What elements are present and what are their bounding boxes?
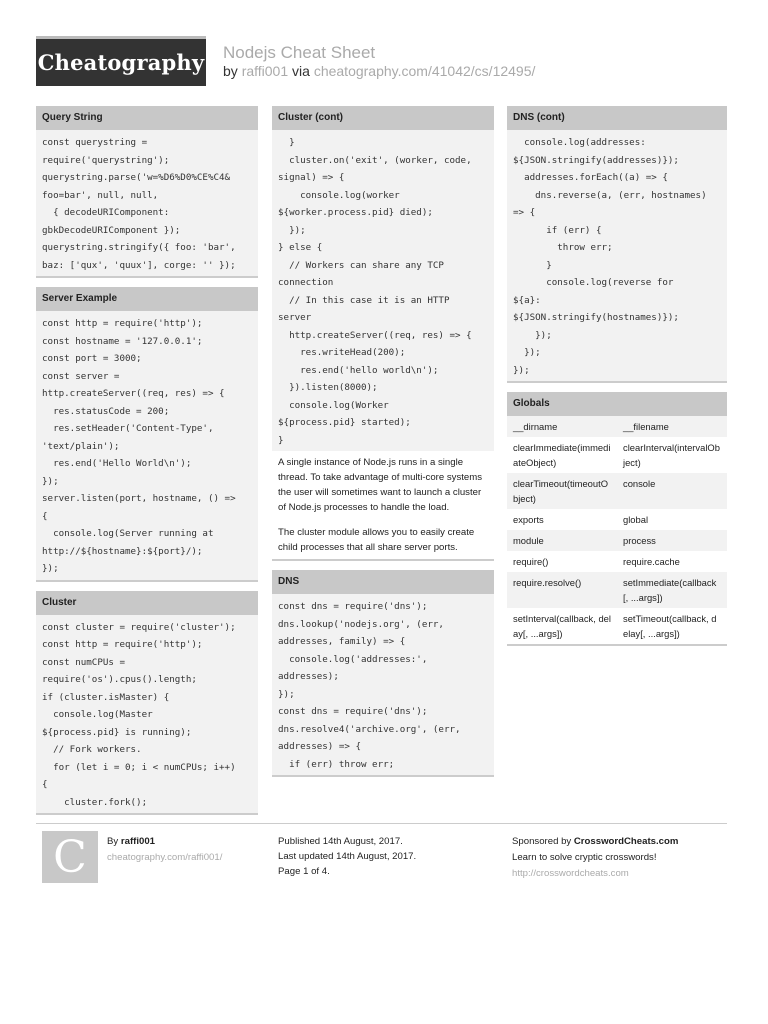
code-line: const hostname = '127.0.0.1'; [42, 335, 203, 347]
code-line: addresses) => { [278, 741, 361, 752]
sponsored-by-label: Sponsored by [512, 836, 572, 847]
table-cell: require.resolve() [507, 572, 617, 608]
cluster-description [272, 451, 494, 559]
code-block [36, 311, 258, 580]
code-line: }).listen(8000); [278, 382, 378, 393]
table-row [507, 530, 727, 551]
code-line: // In this case it is an HTTP [278, 294, 450, 306]
code-block [36, 130, 258, 276]
footer-author-url[interactable]: cheatography.com/raffi001/ [107, 852, 223, 863]
code-line: => { [513, 207, 536, 218]
table-cell: exports [507, 509, 617, 530]
code-line: require('os').cpus().length; [42, 674, 197, 685]
table-cell: __dirname [507, 416, 617, 437]
footer-author-link[interactable]: raffi001 [120, 836, 156, 847]
logo-text: Cheatography [37, 50, 205, 75]
code-line: addresses, family) => { [278, 636, 406, 647]
section-title: Cluster (cont) [272, 106, 494, 130]
table-cell: clearTimeout(timeoutObject) [507, 473, 617, 509]
footer-by: By [107, 836, 119, 847]
code-line: console.log('addresses:', [278, 653, 428, 665]
code-line: }); [42, 563, 59, 574]
code-line: console.log(Server running at [42, 528, 214, 539]
code-line: cluster.fork(); [42, 796, 148, 808]
code-line: querystring.stringify({ foo: 'bar', [42, 242, 236, 253]
code-line: ${JSON.stringify(hostnames)}); [513, 312, 679, 323]
code-line: // Workers can share any TCP [278, 259, 444, 271]
table-row [507, 437, 727, 473]
table-cell: clearInterval(intervalObject) [617, 437, 727, 473]
code-line: baz: ['qux', 'quux'], corge: '' }); [42, 259, 236, 271]
code-line: querystring.parse('w=%D6%D0%CE%C4& [42, 172, 231, 183]
table-row [507, 572, 727, 608]
code-line: throw err; [513, 242, 613, 253]
code-line: ${JSON.stringify(addresses)}); [513, 154, 679, 166]
code-line: ${a}: [513, 294, 541, 306]
code-line: require('querystring'); [42, 154, 170, 166]
code-line: console.log(addresses: [513, 137, 646, 148]
table-cell: module [507, 530, 617, 551]
code-line: addresses.forEach((a) => { [513, 172, 668, 183]
section-query-string [36, 106, 258, 278]
section-title: Cluster [36, 591, 258, 615]
paragraph: A single instance of Node.js runs in a single thread. To take advantage of multi-core systems the user will sometimes want to launch a cluster of Node.js processes to handle the load. [278, 457, 483, 513]
byline-by: by [223, 63, 238, 79]
code-block [36, 615, 258, 814]
globals-table [507, 416, 727, 644]
code-line: } [278, 137, 295, 148]
table-cell: setInterval(callback, delay[, ...args]) [507, 608, 617, 644]
code-line: console.log(Master [42, 709, 153, 720]
sheet-url-link[interactable]: cheatography.com/41042/cs/12495/ [313, 63, 536, 79]
page-number: Page 1 of 4. [278, 866, 330, 877]
code-block [507, 130, 727, 381]
author-link[interactable]: raffi001 [241, 63, 289, 79]
code-line: }); [278, 224, 306, 236]
code-block [272, 130, 494, 451]
code-line: res.end('Hello World\n'); [42, 458, 192, 469]
code-line: addresses); [278, 671, 339, 682]
code-line: const dns = require('dns'); [278, 706, 428, 717]
code-line: dns.reverse(a, (err, hostnames) [513, 189, 707, 201]
code-line: server [278, 312, 312, 323]
code-line: console.log(reverse for [513, 277, 674, 288]
code-line: const http = require('http'); [42, 318, 203, 329]
code-line: http.createServer((req, res) => { [278, 329, 472, 341]
published-date: Published 14th August, 2017. [278, 836, 403, 847]
code-line: }); [513, 347, 541, 358]
code-line: http://${hostname}:${port}/); [42, 545, 203, 557]
section-title: Globals [507, 392, 727, 416]
column-2 [272, 106, 494, 786]
code-line: res.end('hello world\n'); [278, 364, 439, 376]
code-line: } [278, 434, 284, 446]
section-title: Server Example [36, 287, 258, 311]
code-line: const server = [42, 370, 120, 382]
code-line: if (cluster.isMaster) { [42, 691, 170, 703]
code-line: const port = 3000; [42, 353, 142, 364]
section-title: Query String [36, 106, 258, 130]
code-line: console.log(worker [278, 189, 400, 201]
section-globals [507, 392, 727, 646]
code-line: if (err) throw err; [278, 758, 395, 770]
code-line: 'text/plain'); [42, 440, 120, 452]
code-line: ${worker.process.pid} died); [278, 207, 433, 218]
avatar[interactable]: C [42, 831, 98, 883]
code-line: const numCPUs = [42, 656, 125, 668]
sponsor-url[interactable]: http://crosswordcheats.com [512, 868, 629, 879]
code-line: ${process.pid} is running); [42, 726, 192, 738]
section-title: DNS (cont) [507, 106, 727, 130]
table-cell: require.cache [617, 551, 727, 572]
code-line: signal) => { [278, 172, 345, 183]
table-row [507, 473, 727, 509]
code-line: } [513, 259, 552, 271]
table-row [507, 509, 727, 530]
code-line: cluster.on('exit', (worker, code, [278, 154, 472, 166]
code-line: gbkDecodeURIComponent }); [42, 224, 181, 236]
table-row [507, 551, 727, 572]
section-server-example [36, 287, 258, 582]
code-line: const http = require('http'); [42, 639, 203, 650]
code-block [272, 594, 494, 775]
code-line: dns.lookup('nodejs.org', (err, [278, 618, 444, 630]
section-dns-cont [507, 106, 727, 383]
column-1 [36, 106, 258, 824]
sponsor-text: Learn to solve cryptic crosswords! [512, 852, 657, 863]
code-line: res.writeHead(200); [278, 347, 406, 358]
section-cluster-cont [272, 106, 494, 561]
column-3 [507, 106, 727, 655]
table-row [507, 416, 727, 437]
section-title: DNS [272, 570, 494, 594]
table-cell: require() [507, 551, 617, 572]
page-title: Nodejs Cheat Sheet [223, 43, 376, 62]
code-line: res.statusCode = 200; [42, 405, 170, 417]
code-line: { [42, 510, 48, 522]
code-line: } else { [278, 242, 323, 253]
table-cell: setImmediate(callback[, ...args]) [617, 572, 727, 608]
table-cell: console [617, 473, 727, 509]
code-line: server.listen(port, hostname, () => [42, 493, 236, 504]
sponsor-link[interactable]: CrosswordCheats.com [573, 836, 679, 847]
code-line: // Fork workers. [42, 744, 142, 755]
code-line: const querystring = [42, 137, 148, 148]
code-line: const cluster = require('cluster'); [42, 621, 236, 633]
table-row [507, 608, 727, 644]
code-line: ${process.pid} started); [278, 417, 411, 428]
footer-dates [278, 834, 416, 879]
paragraph: The cluster module allows you to easily create child processes that all share server ports. [278, 527, 475, 553]
table-cell: clearImmediate(immediateObject) [507, 437, 617, 473]
section-cluster [36, 591, 258, 816]
code-line: }); [278, 688, 295, 700]
code-line: dns.resolve4('archive.org', (err, [278, 723, 461, 735]
byline-via: via [292, 63, 310, 79]
code-line: }); [513, 364, 530, 376]
code-line: { [42, 779, 48, 790]
byline [223, 63, 535, 79]
code-line: const dns = require('dns'); [278, 601, 428, 612]
code-line: connection [278, 277, 334, 288]
footer-sponsor [512, 834, 678, 882]
table-cell: __filename [617, 416, 727, 437]
code-line: { decodeURIComponent: [42, 207, 170, 218]
code-line: for (let i = 0; i < numCPUs; i++) [42, 761, 236, 773]
code-line: if (err) { [513, 224, 602, 236]
table-cell: global [617, 509, 727, 530]
footer [36, 823, 727, 888]
footer-author [107, 834, 222, 866]
code-line: console.log(Worker [278, 399, 389, 411]
code-line: http.createServer((req, res) => { [42, 388, 225, 399]
updated-date: Last updated 14th August, 2017. [278, 851, 417, 862]
section-dns [272, 570, 494, 777]
code-line: foo=bar', null, null, [42, 189, 159, 201]
cheatography-logo[interactable] [36, 36, 206, 86]
table-cell: process [617, 530, 727, 551]
table-cell: setTimeout(callback, delay[, ...args]) [617, 608, 727, 644]
code-line: res.setHeader('Content-Type', [42, 423, 214, 434]
code-line: }); [513, 329, 552, 341]
code-line: }); [42, 475, 59, 487]
